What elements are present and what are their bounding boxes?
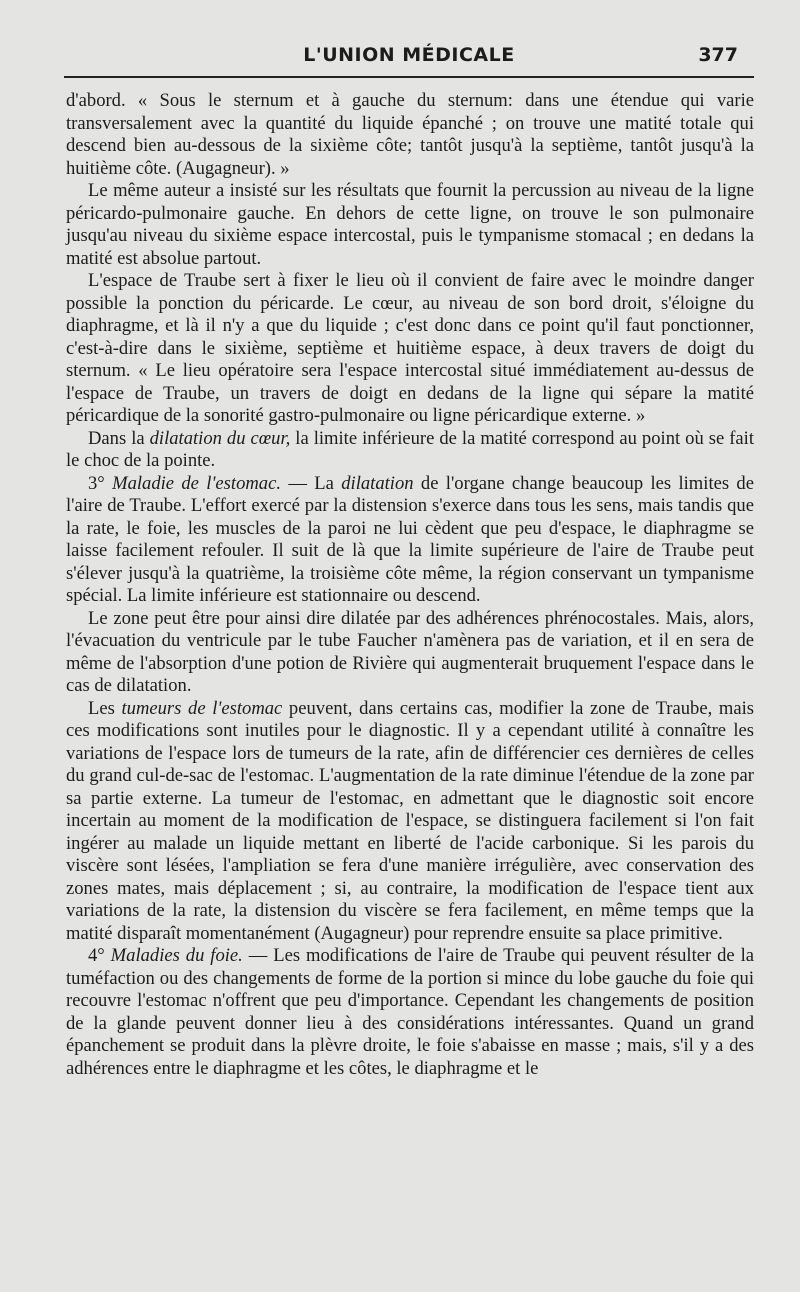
emphasis: dilatation du cœur, [149, 427, 291, 449]
header-rule [64, 76, 754, 78]
emphasis: dilatation [341, 472, 414, 494]
paragraph-3: L'espace de Traube sert à fixer le lieu où il convient de faire avec le moindre danger possible la ponction du péricarde. Le cœur, au niveau de son bord droit, s'éloigne du diaphragme, et là il n'y a que du liquide ; c'est donc dans ce point qu'il faut ponctionner, c'est-à-dire dans le sixième, septième et huitième espace, à deux travers de doigt du sternum. « Le lieu opératoire sera l'espace intercostal situé immédiatement au-dessus de l'espace de Traube, un travers de doigt en dedans de la ligne qui sépare la matité péricardique de la sonorité gastro-pulmonaire ou ligne péricardique externe. » [66, 270, 754, 426]
paragraph-8: 4° Maladies du foie. — Les modifications de l'aire de Traube qui peuvent résulter de la tuméfaction ou des changements de forme de la portion si mince du lobe gauche du foie qui recouvre l'estomac n'offrent que peu d'importance. Cependant les changements de position de la glande peuvent donner lieu à des considérations intéressantes. Quand un grand épanchement se produit dans la plèvre droite, le foie s'abaisse en masse ; mais, s'il y a des adhérences entre le diaphragme et les côtes, le diaphragme et le [66, 945, 755, 1079]
section-heading-liver: Maladies du foie. [110, 945, 243, 966]
paragraph-4: Dans la dilatation du cœur, la limite inférieure de la matité correspond au point où se fait le choc de la pointe. [66, 427, 754, 471]
emphasis: tumeurs de l'estomac [121, 697, 283, 719]
page-number: 377 [698, 44, 738, 66]
paragraph-2: Le même auteur a insisté sur les résultats que fournit la percussion au niveau de la ligne péricardo-pulmonaire gauche. En dehors de cette ligne, on trouve le son pulmonaire jusqu'au niveau du sixième espace intercostal, puis le tympanisme stomacal ; en dedans la matité est absolue partout. [66, 180, 754, 269]
page-header [64, 44, 754, 74]
section-heading-stomach: Maladie de l'estomac. [112, 472, 281, 494]
body-text [66, 90, 754, 1080]
paragraph-5: 3° Maladie de l'estomac. — La dilatation de l'organe change beaucoup les limites de l'aire de Traube. L'effort exercé par la distension s'exerce dans tous les sens, mais tandis que la rate, le foie, les muscles de la paroi ne lui cèdent que peu d'espace, le diaphragme se laisse facilement refouler. Il suit de là que la limite supérieure de l'aire de Traube peut s'élever jusqu'à la quatrième, la troisième côte même, la région conservant un tympanisme spécial. La limite inférieure est stationnaire ou descend. [66, 472, 754, 606]
paragraph-6: Le zone peut être pour ainsi dire dilatée par des adhérences phrénocostales. Mais, alors, l'évacuation du ventricule par le tube Faucher n'amènera pas de variation, et il en sera de même de l'absorption d'une potion de Rivière qui augmenterait bruquement l'espace dans le cas de dilatation. [66, 607, 754, 696]
paragraph-1: d'abord. « Sous le sternum et à gauche du sternum: dans une étendue qui varie transversalement avec la quantité du liquide épanché ; on trouve une matité totale qui descend bien au-dessous de la sixième côte; tantôt jusqu'à la septième, tantôt jusqu'à la huitième côte. (Augagneur). » [66, 90, 754, 179]
running-title: L'UNION MÉDICALE [303, 44, 515, 66]
paragraph-7: Les tumeurs de l'estomac peuvent, dans certains cas, modifier la zone de Traube, mais ces modifications sont inutiles pour le diagnostic. Il y a cependant utilité à connaître les variations de l'espace lors de tumeurs de la rate, afin de différencier ces dernières de celles du grand cul-de-sac de l'estomac. L'augmentation de la rate diminue l'étendue de la zone par sa partie externe. La tumeur de l'estomac, en admettant que le diagnostic soit encore incertain au moment de la modification de l'espace, se distinguera facilement si l'on fait ingérer au malade un liquide mettant en liberté de l'acide carbonique. Si les parois du viscère sont lésées, l'ampliation se fera d'une manière irrégulière, avec conservation des zones mates, mais déplacement ; si, au contraire, la modification de l'espace tient aux variations de la rate, la distension du viscère se fera facilement, en même temps que la matité disparaît momentanément (Augagneur) pour reprendre ensuite sa place primitive. [66, 697, 754, 944]
